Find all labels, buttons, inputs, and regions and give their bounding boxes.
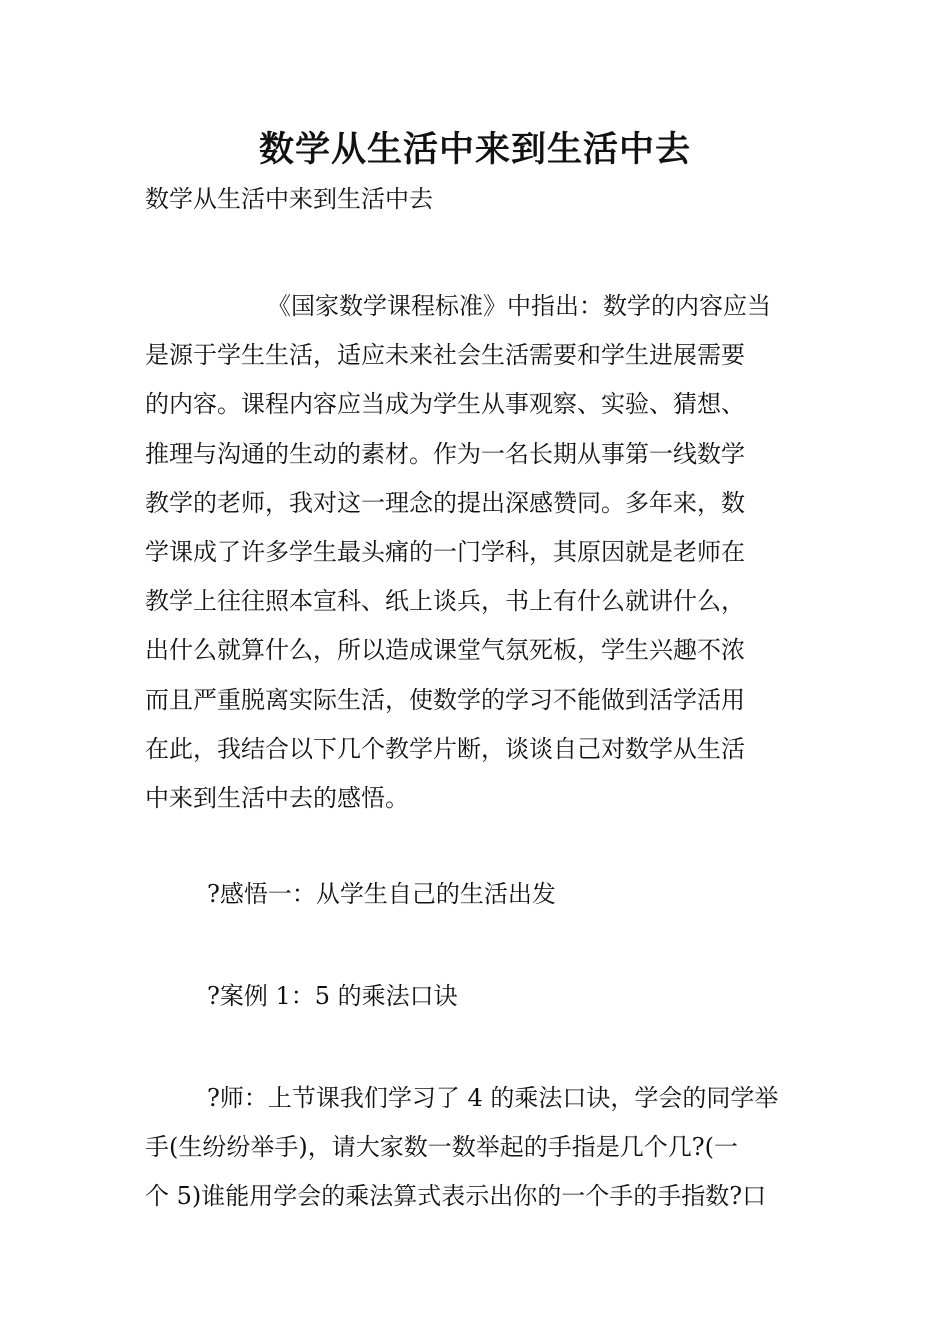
paragraph-line: 学课成了许多学生最头痛的一门学科，其原因就是老师在 — [145, 537, 745, 566]
paragraph-line: 手(生纷纷举手)，请大家数一数举起的手指是几个几?(一 — [145, 1133, 738, 1162]
paragraph-line: 个 5)谁能用学会的乘法算式表示出你的一个手的手指数?口 — [145, 1182, 767, 1211]
paragraph-line: 在此，我结合以下几个教学片断，谈谈自己对数学从生活 — [145, 734, 745, 763]
paragraph-line: 出什么就算什么，所以造成课堂气氛死板，学生兴趣不浓 — [145, 636, 745, 665]
paragraph-line: 是源于学生生活，适应未来社会生活需要和学生进展需要 — [145, 341, 745, 370]
section-heading-case-one: ?案例 1：5 的乘法口诀 — [207, 982, 458, 1010]
section-heading-insight-one: ?感悟一：从学生自己的生活出发 — [207, 880, 556, 908]
paragraph-line: 而且严重脱离实际生活，使数学的学习不能做到活学活用 — [145, 685, 745, 714]
paragraph-line: 《国家数学课程标准》中指出：数学的内容应当 — [267, 292, 771, 320]
paragraph-line: ?师：上节课我们学习了 4 的乘法口诀，学会的同学举 — [207, 1084, 779, 1112]
paragraph-case-dialogue — [145, 1074, 815, 1222]
paragraph-intro — [145, 282, 815, 823]
paragraph-line: 教学的老师，我对这一理念的提出深感赞同。多年来，数 — [145, 488, 745, 517]
document-title: 数学从生活中来到生活中去 — [258, 130, 691, 170]
document-subtitle: 数学从生活中来到生活中去 — [145, 185, 433, 213]
paragraph-line: 中来到生活中去的感悟。 — [145, 783, 409, 812]
paragraph-line: 的内容。课程内容应当成为学生从事观察、实验、猜想、 — [145, 390, 745, 419]
paragraph-line: 推理与沟通的生动的素材。作为一名长期从事第一线数学 — [145, 439, 745, 468]
paragraph-line: 教学上往往照本宣科、纸上谈兵，书上有什么就讲什么， — [145, 587, 745, 616]
